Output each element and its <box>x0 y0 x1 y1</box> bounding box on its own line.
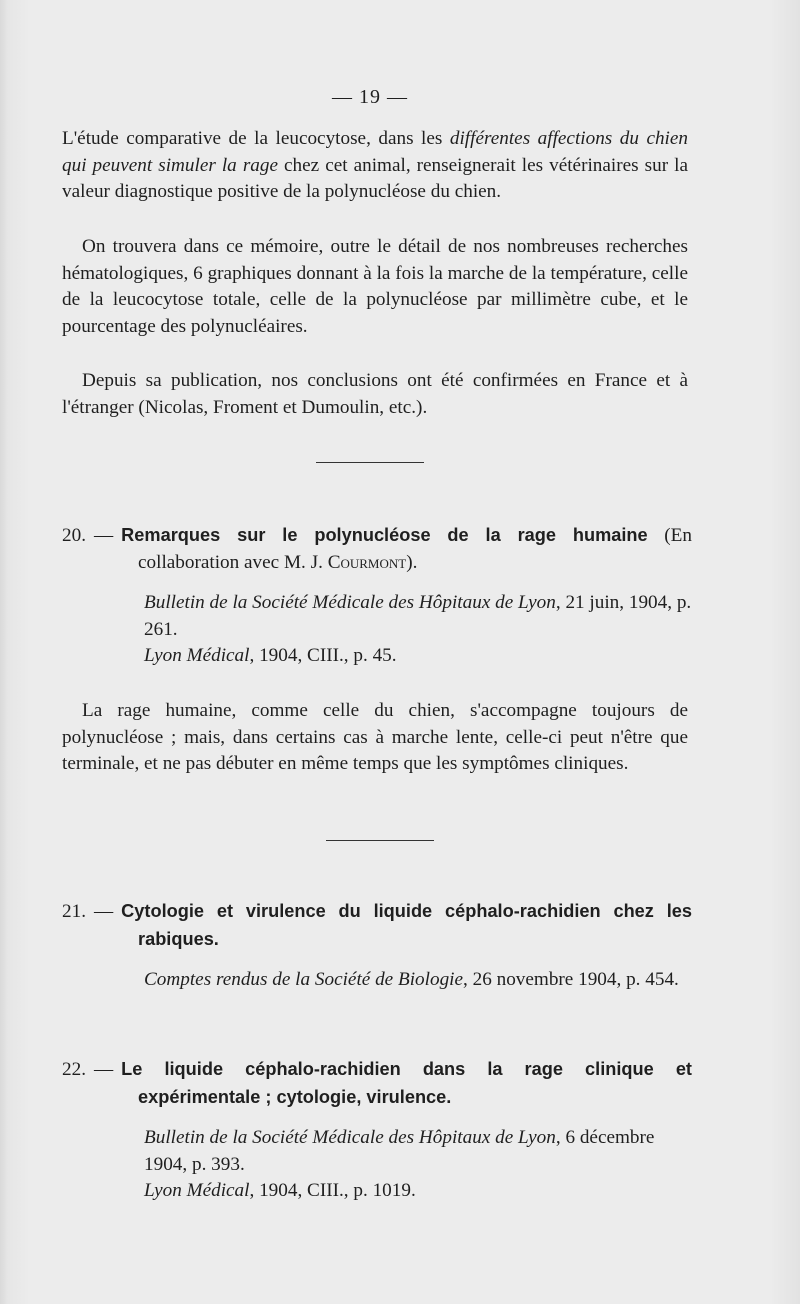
reference-2 <box>144 643 692 670</box>
entry-title: Le liquide céphalo-rachidien dans la rage clinique et expérimentale ; cytologie, virulence. <box>121 1059 692 1107</box>
entry-number: 21. <box>62 901 86 922</box>
intro-p1-text: L'étude comparative de la leucocytose, dans les <box>62 128 450 149</box>
reference-1 <box>144 590 692 643</box>
entry-dash: — <box>93 525 114 546</box>
reference-1 <box>144 967 692 994</box>
collaborator-name: Courmont <box>327 551 407 573</box>
journal-name: Lyon Médical <box>144 645 250 667</box>
intro-p1-italic: différentes affections du chien qui peuvent simuler la rage <box>62 128 688 176</box>
entry-22-references <box>62 1125 692 1205</box>
intro-paragraph-3: Depuis sa publication, nos conclusions ont été confirmées en France et à l'étranger (Nicolas, Froment et Dumoulin, etc.). <box>62 370 688 418</box>
bibliography-entry-22 <box>62 1056 692 1205</box>
entry-dash: — <box>93 1059 114 1080</box>
entry-collaboration-end: ). <box>406 551 418 573</box>
entry-21-heading <box>62 898 692 953</box>
reference-detail: 1904, CIII., p. 1019. <box>254 1180 416 1202</box>
bibliography-entry-20 <box>62 522 692 670</box>
reference-2 <box>144 1178 692 1205</box>
separator: , <box>463 969 468 991</box>
reference-detail: 1904, CIII., p. 45. <box>254 645 397 667</box>
journal-name: Bulletin de la Société Médicale des Hôpitaux de Lyon <box>144 1127 556 1149</box>
reference-detail: 21 juin, 1904, p. 261. <box>144 592 692 640</box>
separator: , <box>249 1180 255 1202</box>
reference-detail: 26 novembre 1904, p. 454. <box>472 969 679 991</box>
entry-20-summary: La rage humaine, comme celle du chien, s'accompagne toujours de polynucléose ; mais, dans certains cas à marche lente, celle-ci peut n'être que terminale, et ne pas débuter en même temps que les symptômes cliniques. <box>62 700 688 775</box>
intro-paragraph-1 <box>62 126 688 206</box>
section-divider-1 <box>316 462 424 463</box>
entry-collaboration: (En collaboration avec M. J. <box>138 525 693 573</box>
journal-name: Lyon Médical <box>144 1180 250 1202</box>
journal-name: Bulletin de la Société Médicale des Hôpitaux de Lyon <box>144 592 556 614</box>
entry-number: 22. <box>62 1059 86 1080</box>
entry-number: 20. <box>62 525 86 546</box>
journal-name: Comptes rendus de la Société de Biologie <box>144 969 464 991</box>
separator: , <box>555 1127 561 1149</box>
page-number: — 19 — <box>332 86 408 108</box>
intro-paragraph-2: On trouvera dans ce mémoire, outre le détail de nos nombreuses recherches hématologiques, 6 graphiques donnant à la fois la marche de la température, celle de la leucocytose totale, celle de la polynucléose par millimètre cube, et le pourcentage des polynucléaires. <box>62 236 688 337</box>
entry-20-references <box>62 590 692 670</box>
entry-title: Cytologie et virulence du liquide céphalo-rachidien chez les rabiques. <box>121 901 692 949</box>
separator: , <box>249 645 255 667</box>
reference-1 <box>144 1125 692 1178</box>
section-divider-2 <box>326 840 434 841</box>
reference-detail: 6 décembre 1904, p. 393. <box>144 1127 655 1175</box>
entry-dash: — <box>93 901 114 922</box>
entry-21-references <box>62 967 692 994</box>
entry-title: Remarques sur le polynucléose de la rage humaine <box>121 525 648 545</box>
bibliography-entry-21 <box>62 898 692 994</box>
intro-p1-text-end: chez cet animal, renseignerait les vétérinaires sur la valeur diagnostique positive de la polynucléose du chien. <box>62 154 688 203</box>
entry-22-heading <box>62 1056 692 1111</box>
separator: , <box>555 592 561 614</box>
entry-20-heading <box>62 522 692 576</box>
